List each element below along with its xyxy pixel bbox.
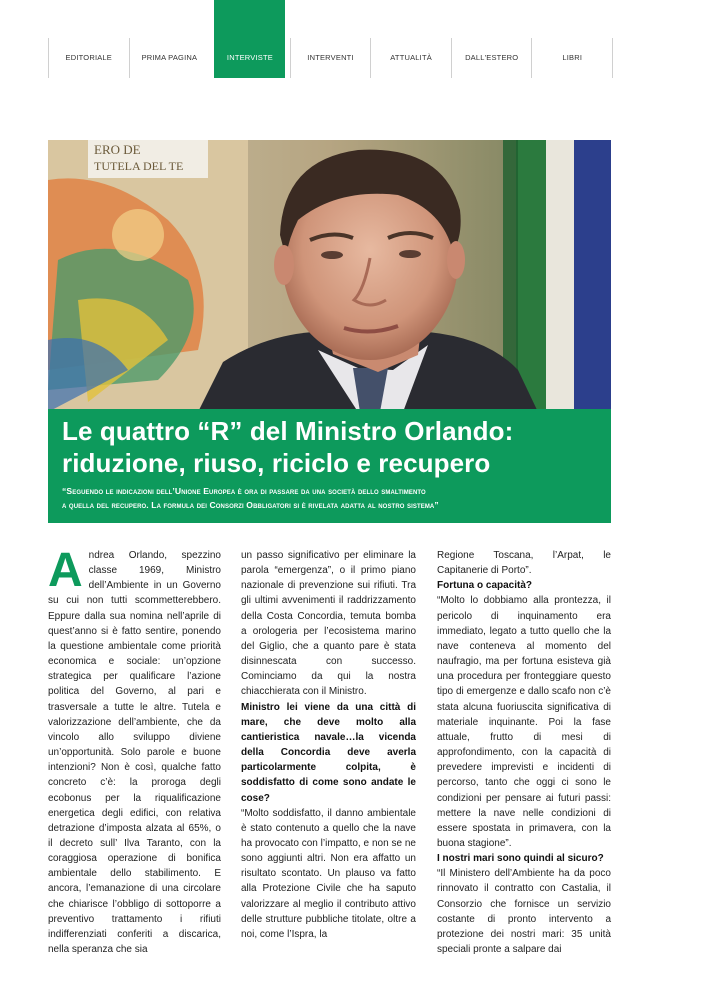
nav-tab-editoriale[interactable] xyxy=(48,38,129,78)
subtitle-line1: “Seguendo le indicazioni dell’Unione Europea è ora di passare da una società dello smaltimento xyxy=(62,486,426,496)
article-paragraph xyxy=(48,544,221,957)
article-paragraph: “Molto lo dobbiamo alla prontezza, il pericolo di inquinamento era immediato, legato a tutto quello che la nave conteneva al momento del naufragio, ma per fortuna esisteva già una procedura per fronteggiare questo tipo di emergenze e dallo scafo non c’è stata alcuna fuoriuscita significativa di materiale inquinante. Poi la fase attuale, frutto di mesi di approfondimento, con la capacità di prevedere imprevisti e incidenti di percorso, tanto che oggi ci sono le condizioni per pensare ai futuri passi: mettere la nave nelle condizioni di essere spostata in primavera, con la buona stagione”. xyxy=(437,595,611,849)
nav-tab-interventi[interactable] xyxy=(290,38,371,78)
article-paragraph: “Il Ministero dell’Ambiente ha da poco rinnovato il contratto con Castalia, il Consorzio che fornisce un servizio costante di pronto intervento a protezione dei nostri mari: 35 unità speciali pronte a salpare dai xyxy=(437,868,611,956)
nav-tab-label: DALL'ESTERO xyxy=(465,52,519,62)
nav-tab-libri[interactable] xyxy=(531,38,613,78)
section-nav xyxy=(48,38,613,78)
nav-tab-interviste[interactable] xyxy=(209,38,290,78)
nav-tab-dall-estero[interactable] xyxy=(451,38,532,78)
headline-line2: riduzione, riuso, riciclo e recupero xyxy=(62,448,491,478)
nav-tab-label: INTERVENTI xyxy=(307,52,354,62)
subtitle-line2: a quella del recupero. La formula dei Consorzi Obbligatori si è rivelata adatta al nostro sistema” xyxy=(62,500,439,510)
article-headline xyxy=(62,415,513,479)
interview-question: Fortuna o capacità? xyxy=(437,580,533,592)
article-column-3 xyxy=(437,548,611,957)
article-subtitle xyxy=(62,484,602,512)
article-paragraph: Regione Toscana, l’Arpat, le Capitanerie di Porto”. xyxy=(437,550,611,577)
nav-tab-label: INTERVISTE xyxy=(226,52,273,62)
minister-photo xyxy=(48,140,611,412)
article-column-2 xyxy=(241,548,416,942)
nav-tab-prima-pagina[interactable] xyxy=(129,38,210,78)
nav-tab-attualita[interactable] xyxy=(370,38,451,78)
nav-tab-label: PRIMA PAGINA xyxy=(141,52,198,62)
nav-tab-label: ATTUALITÀ xyxy=(390,52,432,62)
ministry-sign-line2: TUTELA DEL TE xyxy=(94,159,184,173)
nav-tab-label: LIBRI xyxy=(562,52,583,62)
headline-line1: Le quattro “R” del Ministro Orlando: xyxy=(62,416,514,446)
drop-cap: A xyxy=(48,544,83,597)
paragraph-text: ndrea Orlando, spezzino classe 1969, Ministro dell’Ambiente in un Governo su cui non tutti scommetterebbero. Eppure dalla sua nomina nell’aprile di quest’anno si è fatto sentire, ponendo la questione ambientale come priorità economica e sociale: un’opzione strategica per qualificare l’azione politica del Governo, al pari e trasversale a tutte le altre. Tutela e valorizzazione dell’ambiente, che da vincolo allo sviluppo diviene un’opportunità. Solo parole e buone intenzioni? Non è così, qualche fatto concreto c’è: la proroga degli ecobonus per la riqualificazione energetica degli edifici, con relativa detrazione d’imposta alzata al 65%, o il decreto sull’ Ilva Taranto, con la coraggiosa operazione di bonifica ambientale dello stabilimento. E ancora, l’emanazione di una circolare che chiarisce l’obbligo di sottoporre a preventivo trattamento i rifiuti indifferenziati conferiti a discarica, nella speranza che sia xyxy=(48,550,221,956)
article-paragraph: un passo significativo per eliminare la parola “emergenza”, o il primo piano nazionale di prevenzione sui rifiuti. Tra gli ultimi avvenimenti il raddrizzamento della Costa Concordia, temuta bomba a orologeria per l’ecosistema marino del Giglio, che a quanto pare è stata disinnescata con successo. Cominciamo da qui la nostra chiacchierata con il Ministro. xyxy=(241,550,416,698)
nav-tab-label: EDITORIALE xyxy=(65,52,113,62)
interview-question: Ministro lei viene da una città di mare, che deve molto alla cantieristica navale…la vicenda della Concordia deve averla particolarmente colpita, è soddisfatto di come sono andate le cose? xyxy=(241,701,416,804)
article-paragraph: “Molto soddisfatto, il danno ambientale è stato contenuto a quello che la nave ha provocato con l’impatto, e non se ne sono aggiunti altri. Non era affatto un risultato scontato. Un plauso va fatto alla Protezione Civile che ha saputo valorizzare al meglio il contributo attivo delle strutture pubbliche titolate, oltre a noi, come l’Ispra, la xyxy=(241,807,416,940)
interview-question: I nostri mari sono quindi al sicuro? xyxy=(437,853,604,865)
headline-band xyxy=(48,409,611,523)
article-column-1 xyxy=(48,544,221,957)
ministry-sign-line1: ERO DE xyxy=(94,142,141,157)
